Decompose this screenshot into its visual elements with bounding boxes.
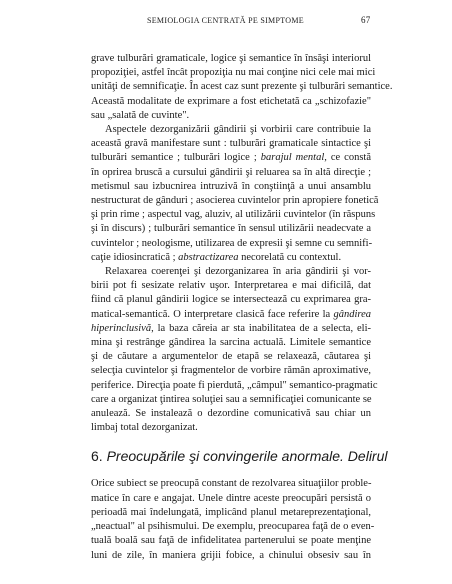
emphasized-term: barajul mental	[260, 152, 325, 164]
paragraph-1	[91, 52, 393, 123]
text-line: unităţi de semnificaţie. În acest caz sunt prezente şi tulburări semantice.	[91, 81, 393, 93]
text-line: periferice. Direcţia poate fi pierdută, „câmpul" semantico-pragmatic	[91, 379, 378, 391]
text-line: metismul sau izbucnirea intruzivă în conştiinţă a unui ansamblu	[91, 180, 371, 192]
text-line: Această modalitate de exprimare a fost etichetată ca „schizofazie"	[91, 95, 371, 107]
paragraph-4	[91, 477, 375, 562]
text-line: Relaxarea coerenţei şi dezorganizarea în aria gândirii şi vor-	[105, 266, 371, 278]
text-line: tuală boală sau faţă de infidelitatea partenerului se poate menţine	[91, 535, 371, 547]
emphasized-term: hiperinclusivă	[91, 322, 152, 334]
text-line: cuvintelor ; neologisme, utilizarea de expresii şi semne cu semnifi-	[91, 237, 373, 249]
section-number: 6.	[91, 448, 103, 465]
text-line: şi prin rime ; aspectul vag, aluziv, al utilizării cuvintelor (în răspuns	[91, 209, 376, 221]
text-line: Orice subiect se preocupă constant de rezolvarea situaţiilor proble-	[91, 478, 372, 490]
section-heading	[91, 447, 388, 465]
paragraph-2	[91, 123, 379, 265]
text-line: limbaj total dezorganizat.	[91, 422, 198, 434]
text-line: nestructurat de gânduri ; asocierea cuvintelor prin apropiere fonetică	[91, 195, 379, 207]
section-title: Preocupările şi convingerile anormale. Delirul	[106, 448, 388, 465]
text-line: matice în care e angajat. Unele dintre aceste preocupări persistă o	[91, 492, 371, 504]
emphasized-term: abstractizarea	[178, 251, 239, 263]
body-text	[91, 52, 393, 563]
text-line: şi de căutare a argumentelor de etapă se relaxează, căutarea şi	[91, 351, 371, 363]
text-line: în oprirea bruscă a cursului gândirii şi reluarea sa în altă direcţie ;	[91, 166, 371, 178]
text-line: propoziţiei, astfel încât propoziţia nu mai conţine nici cele mai mici	[91, 67, 376, 79]
text-line: matical-semantică. O interpretare clasică face referire la gândirea	[91, 308, 371, 320]
text-line: caţie idiosincratică ; abstractizarea necorelată cu contextul.	[91, 251, 342, 263]
text-line: anulează. Se instalează o dezordine comunicativă sau chiar un	[91, 408, 371, 420]
text-line: această gravă manifestare sunt : tulburări gramaticale sintactice şi	[91, 138, 371, 150]
text-line: şi în discurs) ; tulburări semantice în sensul utilizării neadecvate a	[91, 223, 371, 235]
text-line: hiperinclusivă, la baza căreia ar sta inabilitatea de a selecta, eli-	[91, 322, 371, 334]
text-line: sau „salată de cuvinte".	[91, 109, 190, 121]
text-line: mina şi restrânge gândirea la sarcina actuală. Limitele semantice	[91, 337, 371, 349]
page-header	[0, 14, 452, 28]
text-line: Aspectele dezorganizării gândirii şi vorbirii care contribuie la	[105, 124, 371, 136]
text-line: tulburări semantice ; tulburări logice ; barajul mental, ce constă	[91, 152, 372, 164]
text-line: grave tulburări gramaticale, logice şi semantice în însăşi interiorul	[91, 53, 371, 64]
page-number: 67	[361, 15, 371, 25]
emphasized-term: gândirea	[333, 308, 371, 320]
text-line: care a organizat ţintirea soluţiei sau a semnificaţiei comunicante se	[91, 393, 372, 405]
text-line: selecţia cuvintelor şi fragmentelor de vorbire rămân aproximative,	[91, 365, 371, 377]
text-line: birii pot fi sesizate relativ uşor. Interpretarea e mai dificilă, dat	[91, 280, 371, 292]
text-line: luni de zile, în maniera grijii fobice, a chinului obsesiv sau în	[91, 549, 371, 561]
paragraph-3	[91, 265, 378, 435]
text-line: „neactual" al psihismului. De exemplu, preocuparea faţă de o even-	[91, 521, 375, 533]
running-title: SEMIOLOGIA CENTRATĂ PE SIMPTOME	[147, 16, 304, 25]
text-line: fiind că planul gândirii logice se intersectează cu exprimarea gra-	[91, 294, 371, 306]
text-line: perioadă mai îndelungată, implicând planul metareprezentaţional,	[91, 506, 371, 518]
